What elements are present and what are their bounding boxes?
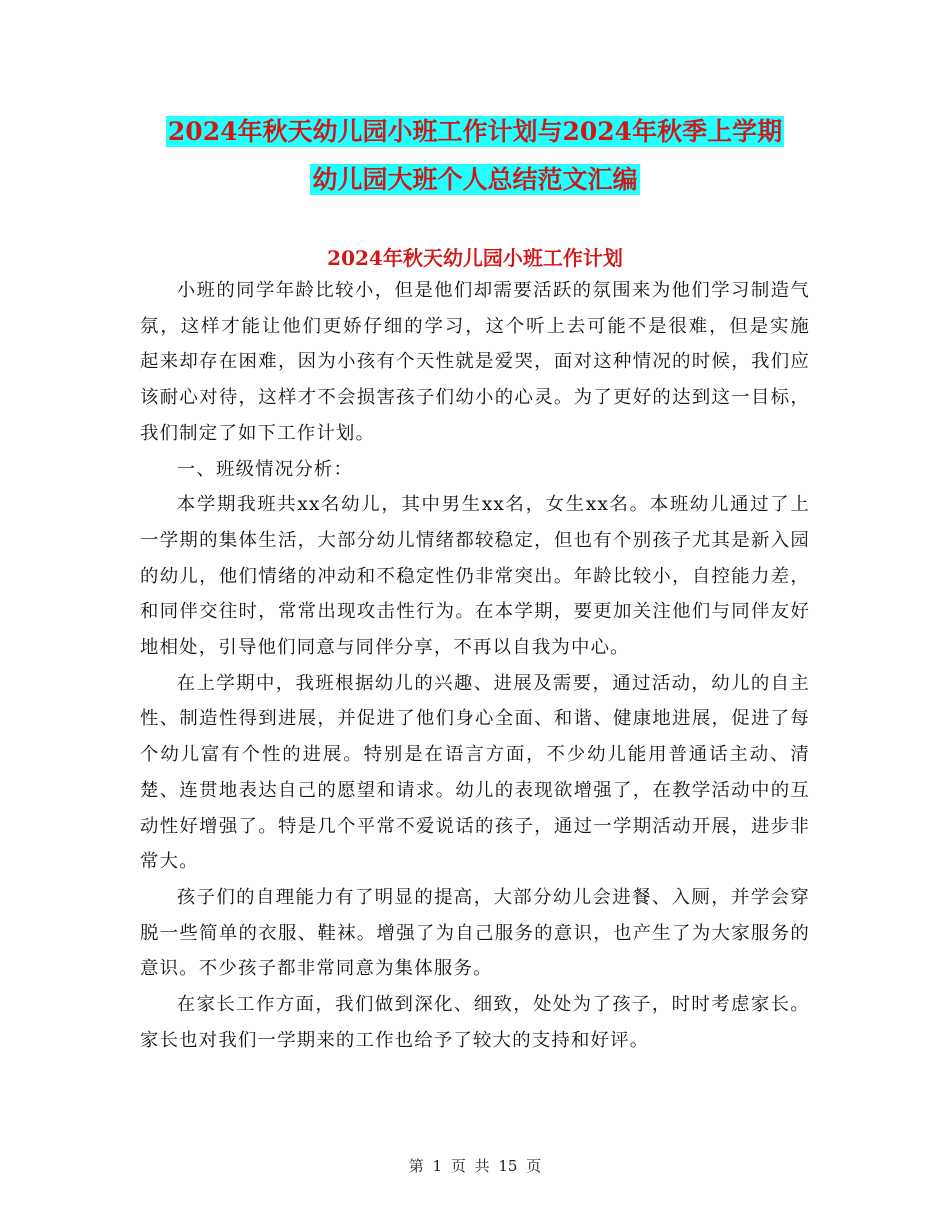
document-title-line-2 xyxy=(0,156,950,204)
page-footer: 第 1 页 共 15 页 xyxy=(408,1157,542,1175)
paragraph-heading-class-analysis: 一、班级情况分析： xyxy=(176,458,354,480)
document-title xyxy=(0,108,950,194)
title-highlight: 幼儿园大班个人总结范文汇编 xyxy=(312,165,638,194)
document-body xyxy=(140,273,810,1058)
paragraph-self-care: 孩子们的自理能力有了明显的提高，大部分幼儿会进餐、入厕，并学会穿脱一些简单的衣服、鞋袜。增强了为自己服务的意识，也产生了为大家服务的意识。不少孩子都非常同意为集体服务。 xyxy=(140,886,810,980)
title-highlight: 2024年秋天幼儿园小班工作计划与2024年秋季上学期 xyxy=(167,117,783,146)
paragraph-last-semester: 在上学期中，我班根据幼儿的兴趣、进展及需要，通过活动，幼儿的自主性、制造性得到进展，并促进了他们身心全面、和谐、健康地进展，促进了每个幼儿富有个性的进展。特别是在语言方面，不少幼儿能用普通话主动、清楚、连贯地表达自己的愿望和请求。幼儿的表现欲增强了，在教学活动中的互动性好增强了。特是几个平常不爱说话的孩子，通过一学期活动开展，进步非常大。 xyxy=(140,672,810,873)
paragraph-parent-work: 在家长工作方面，我们做到深化、细致，处处为了孩子，时时考虑家长。家长也对我们一学期来的工作也给予了较大的支持和好评。 xyxy=(140,994,810,1051)
document-title-line-1 xyxy=(0,108,950,156)
section-title: 2024年秋天幼儿园小班工作计划 xyxy=(327,246,623,270)
paragraph-intro: 小班的同学年龄比较小，但是他们却需要活跃的氛围来为他们学习制造气氛，这样才能让他们更娇仔细的学习，这个听上去可能不是很难，但是实施 起来却存在困难，因为小孩有个天性就是爱哭，面对这种情况的时候，我们应该耐心对待，这样才不会损害孩子们幼小的心灵。为了更好的达到这一目标，我们制定了如下工作计划。 xyxy=(140,280,810,444)
paragraph-class-overview: 本学期我班共xx名幼儿，其中男生xx名，女生xx名。本班幼儿通过了上一学期的集体生活，大部分幼儿情绪都较稳定，但也有个别孩子尤其是新入园的幼儿，他们情绪的冲动和不稳定性仍非常突出。年龄比较小，自控能力差，和同伴交往时，常常出现攻击性行为。在本学期，要更加关注他们与同伴友好地相处，引导他们同意与同伴分享，不再以自我为中心。 xyxy=(140,494,810,659)
